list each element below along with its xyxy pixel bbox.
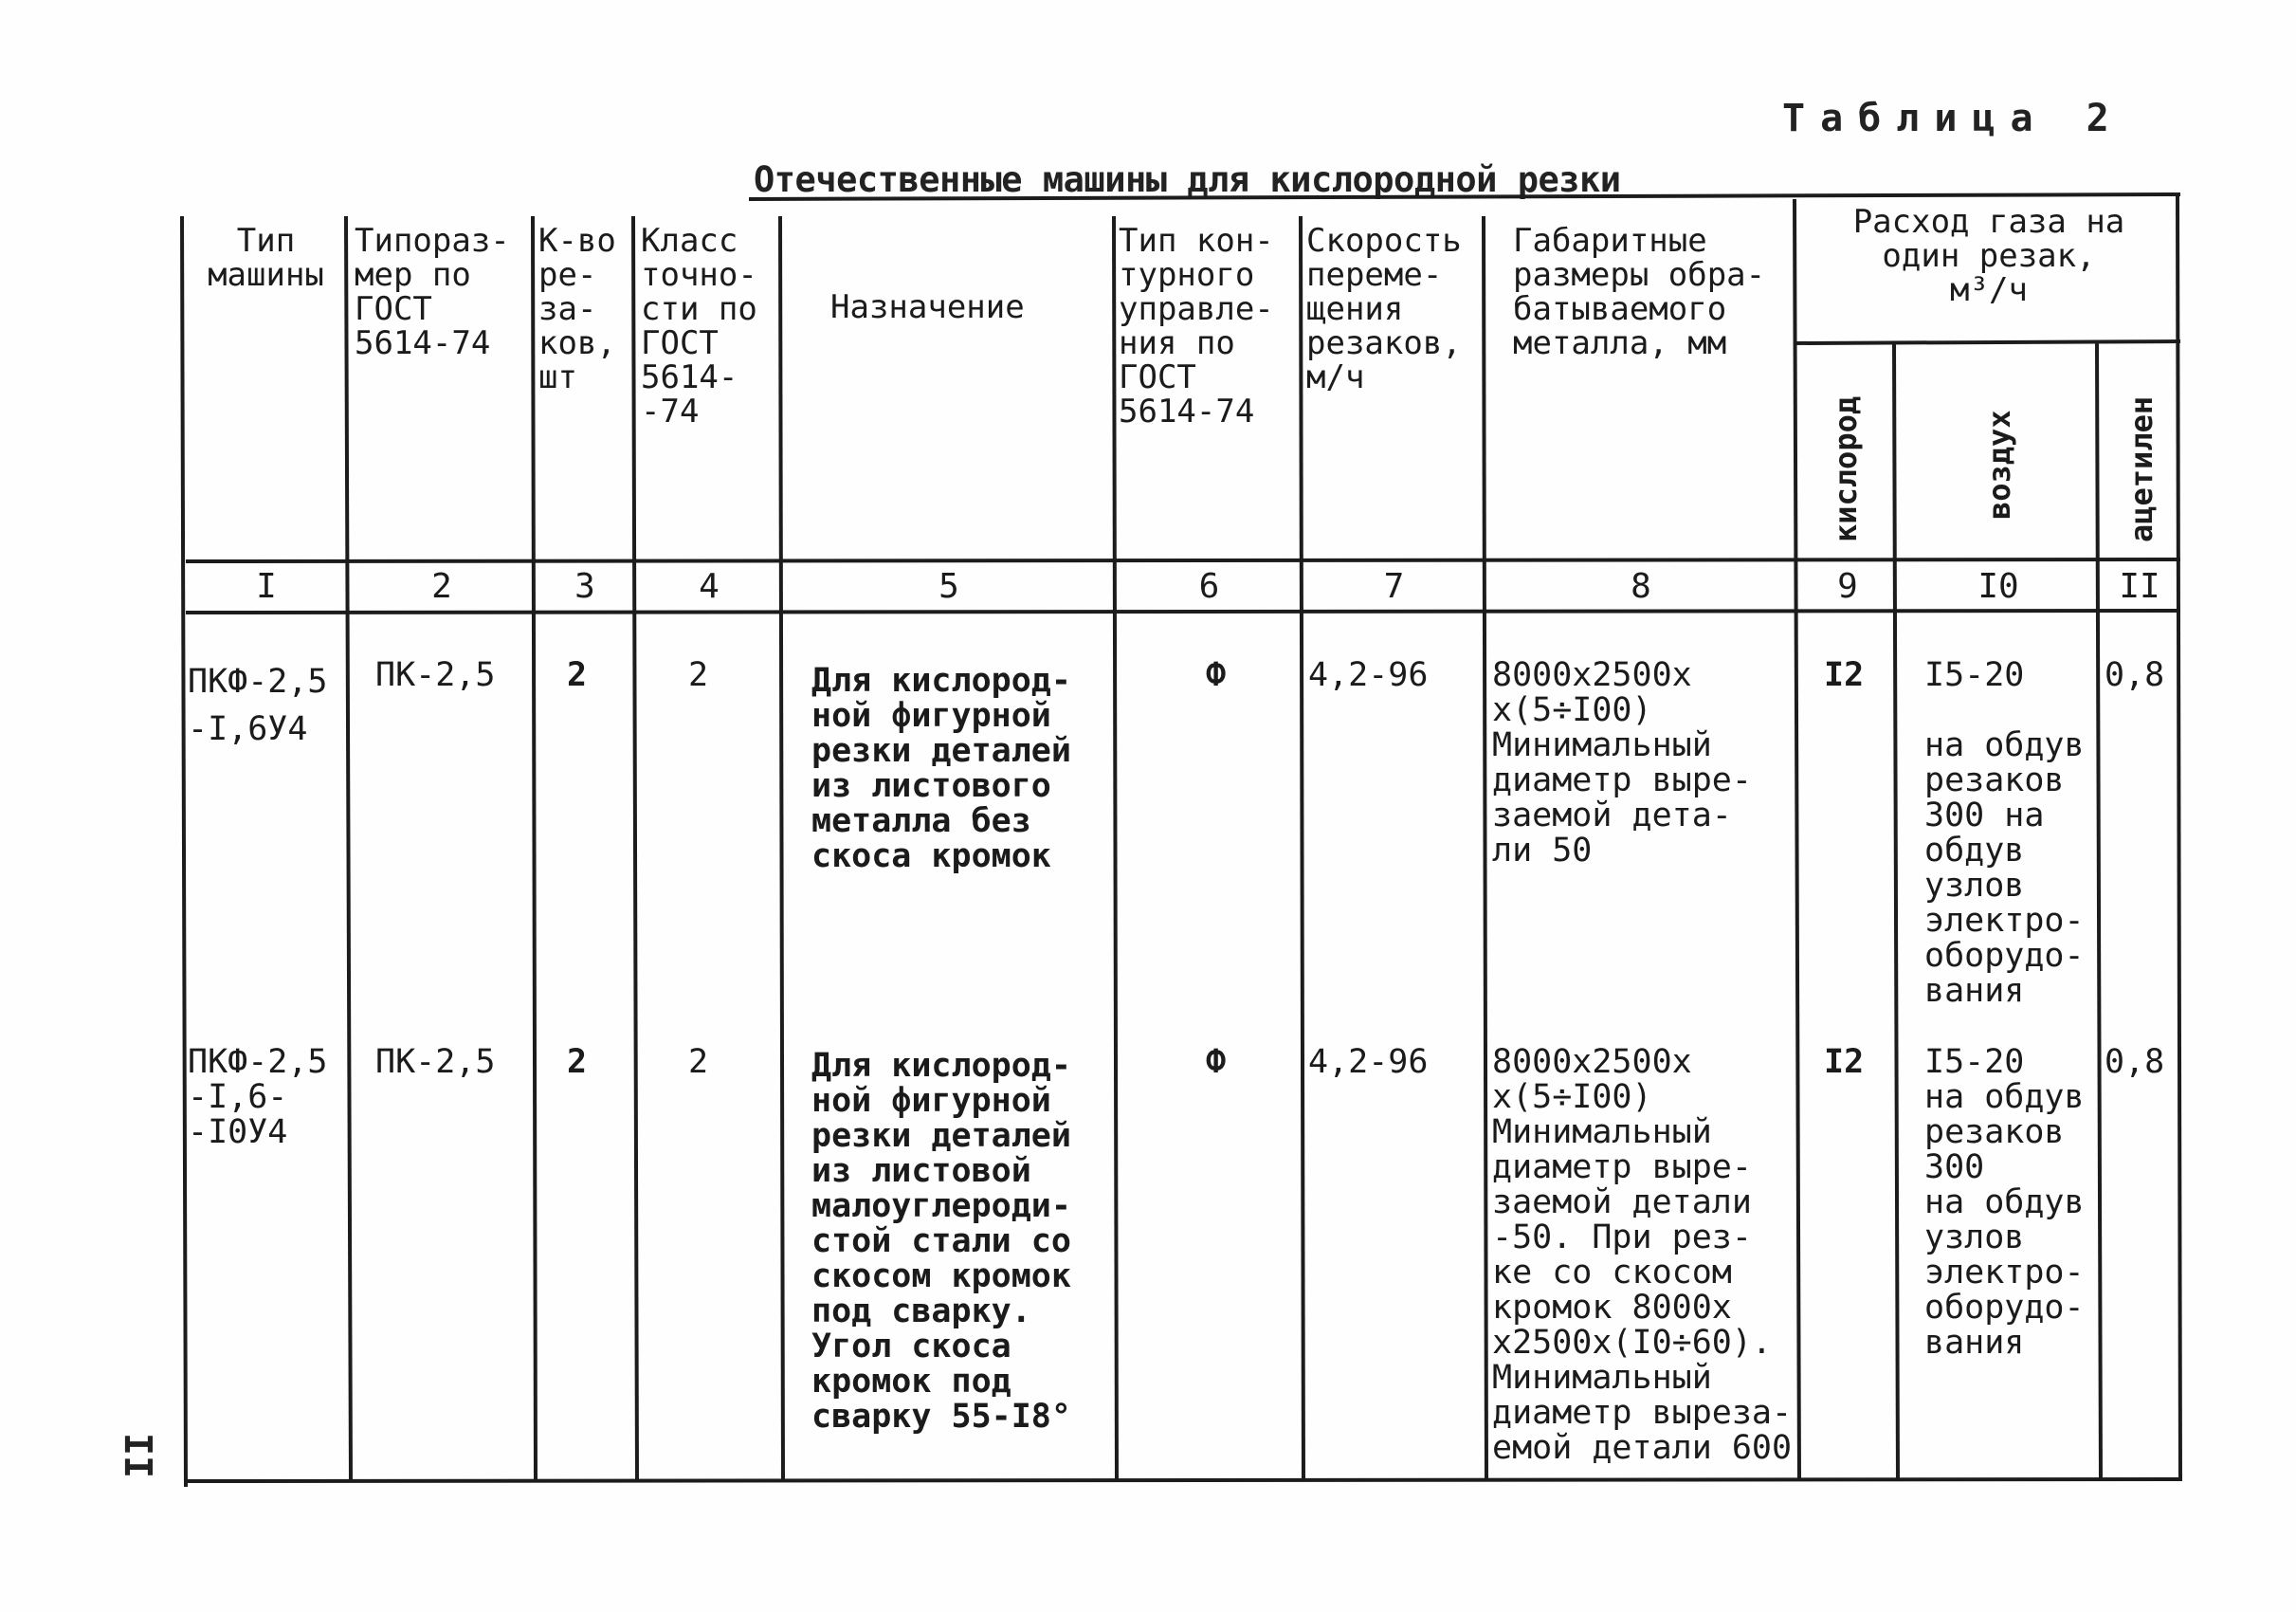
row1-oxygen: I2 [1824,656,1865,694]
row1-cutters: 2 [567,656,588,694]
table-title: Отечественные машины для кислородной резки [754,159,1621,200]
row2-dimensions: 8000х2500х х(5÷I00) Минимальный диаметр выре- заемой детали -50. При рез- ке со скосом кромок 8000х х2500х(I0÷60). Минимальный диаметр выреза- емой детали 600 [1492,1043,1793,1467]
header-air: воздух [1981,410,2017,520]
row2-purpose: Для кислород- ной фигурной резки деталей из листовой малоуглероди- стой стали со скосом кромок под сварку. Угол скоса кромок под сварку 55-I8° [811,1047,1071,1436]
row2-accuracy: 2 [688,1043,709,1081]
row2-oxygen: I2 [1824,1043,1865,1081]
row1-acetylene: 0,8 [2105,656,2165,694]
row1-machine-type: ПКФ-2,5 -I,6У4 [188,663,328,748]
row1-control: Ф [1206,656,1227,694]
header-oxygen: кислород [1828,395,1864,542]
row1-dimensions: 8000х2500х х(5÷I00) Минимальный диаметр выре- заемой дета- ли 50 [1492,656,1752,870]
header-gas-consumption: Расход газа на один резак, м³/ч [1852,203,2125,309]
row2-speed: 4,2-96 [1308,1043,1429,1081]
header-dimensions: Габаритные размеры обра- батываемого металла, мм [1513,222,1766,362]
row2-air: I5-20 на обдув резаков 300 на обдув узлов электро- оборудо- вания [1924,1043,2085,1362]
column-number: 6 [1198,567,1220,606]
header-size: Типораз- мер по ГОСТ 5614-74 [355,222,510,362]
row1-air: I5-20 на обдув резаков 300 на обдув узлов электро- оборудо- вания [1924,656,2085,1010]
header-machine-type: Тип машины [208,222,324,294]
column-number: 4 [699,567,720,606]
column-number: 5 [938,567,959,606]
row1-speed: 4,2-96 [1308,656,1429,694]
row1-purpose: Для кислород- ной фигурной резки деталей из листового металла без скоса кромок [811,662,1071,875]
column-number: 8 [1631,567,1651,606]
header-purpose: Назначение [830,288,1025,326]
row1-size: ПК-2,5 [375,656,496,694]
row2-cutters: 2 [567,1043,588,1081]
row2-control: Ф [1206,1043,1227,1081]
column-number: 3 [574,567,595,606]
column-number: II [2119,567,2160,606]
header-control-type: Тип кон- турного управле- ния по ГОСТ 5614-74 [1119,222,1274,430]
row2-size: ПК-2,5 [375,1043,496,1081]
row2-acetylene: 0,8 [2105,1043,2165,1081]
column-number: 9 [1837,567,1858,606]
header-speed: Скорость переме- щения резаков, м/ч [1306,222,1462,396]
column-number: I [256,567,277,606]
column-number: I0 [1977,567,2019,606]
table-label: Таблица 2 [1782,97,2124,140]
row2-machine-type: ПКФ-2,5 -I,6- -I0У4 [188,1043,328,1151]
column-number: 2 [431,567,452,606]
row1-accuracy: 2 [688,656,709,694]
header-acetylene: ацетилен [2123,395,2159,542]
page-number: II [118,1432,163,1479]
column-number: 7 [1383,567,1405,606]
header-accuracy-class: Класс точно- сти по ГОСТ 5614- -74 [641,222,757,430]
header-cutters-count: К-во ре- за- ков, шт [538,222,616,396]
